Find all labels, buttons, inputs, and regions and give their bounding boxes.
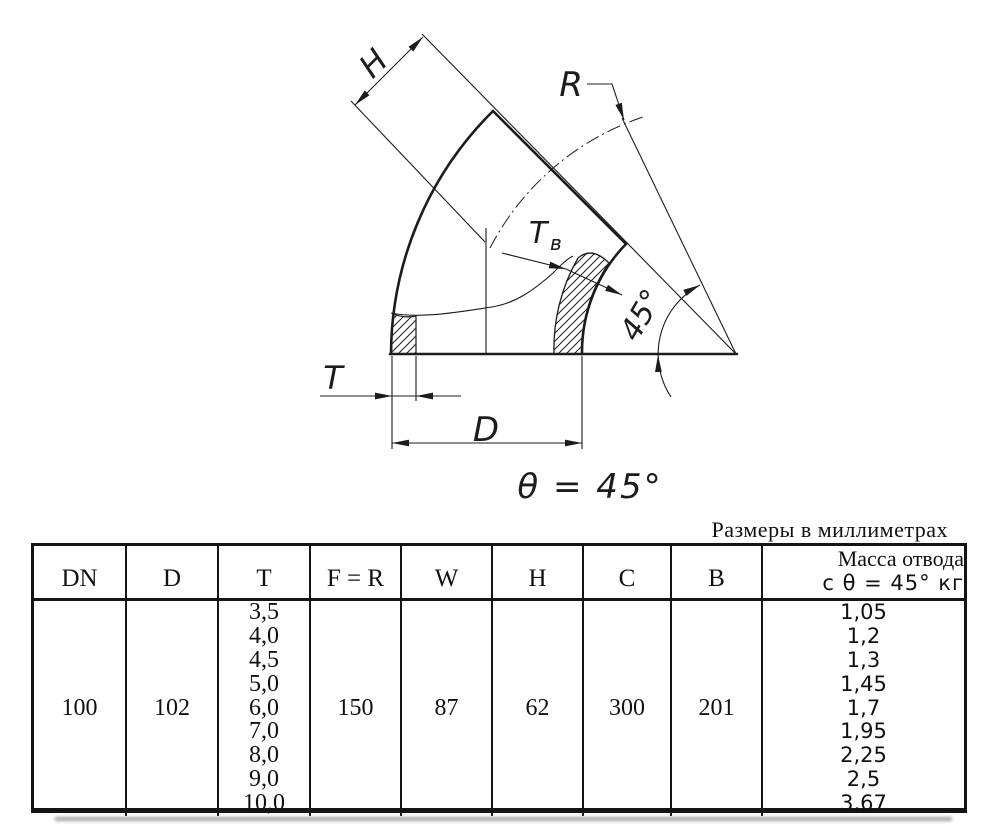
header-b: B bbox=[672, 546, 763, 601]
t-value: 4,0 bbox=[249, 622, 279, 649]
header-d: D bbox=[127, 546, 219, 601]
label-d: D bbox=[472, 410, 500, 450]
label-tv-main: T bbox=[529, 216, 548, 251]
mass-value: 1,45 bbox=[840, 671, 887, 696]
header-mass bbox=[763, 546, 964, 601]
label-tv-sub: в bbox=[550, 231, 562, 255]
t-value: 4,5 bbox=[249, 646, 279, 673]
value-c: 300 bbox=[584, 601, 672, 816]
inclined-face bbox=[493, 111, 626, 244]
header-dn: DN bbox=[34, 546, 127, 601]
value-mass-list bbox=[763, 601, 964, 816]
units-note: Размеры в миллиметрах bbox=[711, 517, 948, 542]
value-w: 87 bbox=[402, 601, 493, 816]
d-arrow-right bbox=[565, 440, 582, 447]
r-arrow bbox=[615, 103, 624, 120]
construction-lines bbox=[320, 34, 736, 449]
mass-value: 2,5 bbox=[846, 767, 881, 792]
t-arrow-left bbox=[375, 393, 392, 400]
header-c: C bbox=[584, 546, 672, 601]
t-value: 8,0 bbox=[249, 742, 279, 769]
t-value: 7,0 bbox=[249, 718, 279, 745]
t-value: 10,0 bbox=[243, 790, 285, 817]
label-t: T bbox=[323, 359, 343, 397]
mass-value: 1,3 bbox=[846, 647, 881, 672]
t-value: 5,0 bbox=[249, 670, 279, 697]
mass-value: 3,67 bbox=[840, 791, 887, 816]
value-f-r: 150 bbox=[311, 601, 402, 816]
wall-section-hatch-left bbox=[391, 314, 416, 354]
header-mass-line2: с θ = 45° кг bbox=[822, 571, 964, 595]
header-h: H bbox=[493, 546, 584, 601]
arrowheads bbox=[355, 37, 700, 446]
label-h: H bbox=[351, 41, 396, 86]
value-d: 102 bbox=[127, 601, 219, 816]
header-w: W bbox=[402, 546, 493, 601]
break-line bbox=[391, 256, 573, 315]
label-r: R bbox=[559, 65, 583, 105]
t-value: 6,0 bbox=[249, 694, 279, 721]
centerline-arc bbox=[490, 116, 646, 248]
mass-value: 1,7 bbox=[846, 695, 881, 720]
value-b: 201 bbox=[672, 601, 763, 816]
dimensions-table bbox=[31, 543, 967, 817]
drawing-caption: θ = 45° bbox=[517, 467, 663, 507]
value-t-list bbox=[219, 601, 311, 816]
mass-value: 1,05 bbox=[840, 600, 887, 624]
mass-value: 1,95 bbox=[840, 719, 887, 744]
label-bend-angle: 45° bbox=[613, 283, 671, 348]
table-bottom-shadow bbox=[55, 817, 952, 821]
mass-value: 2,25 bbox=[840, 743, 887, 768]
t-value: 9,0 bbox=[249, 766, 279, 793]
mass-value: 1,2 bbox=[846, 623, 881, 648]
tv-arrow-2 bbox=[605, 285, 622, 295]
value-dn: 100 bbox=[34, 601, 127, 816]
header-t: T bbox=[219, 546, 311, 601]
value-h: 62 bbox=[493, 601, 584, 816]
angle-arrow-upper bbox=[683, 285, 700, 296]
t-value: 3,5 bbox=[249, 599, 279, 625]
r-leader-line bbox=[587, 84, 624, 120]
angle-arrow-lower bbox=[655, 355, 662, 372]
header-f-r: F = R bbox=[311, 546, 402, 601]
header-mass-line1: Масса отвода bbox=[837, 546, 964, 571]
t-arrow-right bbox=[416, 393, 433, 400]
d-arrow-left bbox=[392, 440, 409, 447]
